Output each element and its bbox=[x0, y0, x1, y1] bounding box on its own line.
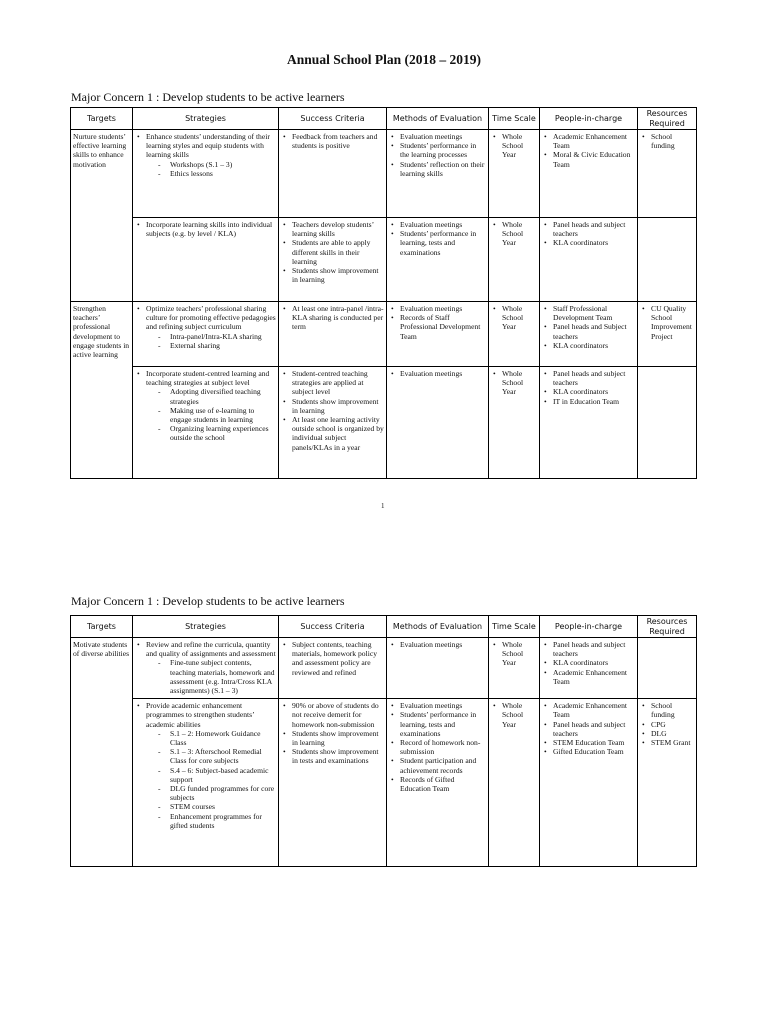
table-row bbox=[71, 218, 697, 302]
sub-strategy-item: - DLG funded programmes for core subjects bbox=[158, 784, 276, 802]
success-criteria-item: • Feedback from teachers and students is positive bbox=[281, 132, 384, 150]
evaluation-method-cell bbox=[387, 218, 489, 302]
strategies-list bbox=[135, 640, 276, 695]
header-success-criteria: Success Criteria bbox=[279, 616, 387, 638]
evaluation-method-cell bbox=[387, 130, 489, 218]
document-title: Annual School Plan (2018 – 2019) bbox=[287, 52, 481, 67]
school-plan-table bbox=[70, 107, 697, 479]
success-criteria-list bbox=[281, 640, 384, 677]
strategies-list bbox=[135, 220, 276, 238]
time-scale-list bbox=[491, 640, 537, 668]
sub-strategy-item: - S.1 – 2: Homework Guidance Class bbox=[158, 729, 276, 747]
success-criteria-item: • Students are able to apply different skills in their learning bbox=[281, 238, 384, 266]
header-people-in-charge: People-in-charge bbox=[540, 616, 638, 638]
sub-strategy-item: - Ethics lessons bbox=[158, 169, 276, 178]
resource-item: • DLG bbox=[640, 729, 694, 738]
person-in-charge-item: • Academic Enhancement Team bbox=[542, 701, 635, 719]
success-criteria-list bbox=[281, 369, 384, 452]
resource-list bbox=[640, 132, 694, 150]
header-success-criteria: Success Criteria bbox=[279, 108, 387, 130]
evaluation-method-item: • Students’ performance in learning, tests and examinations bbox=[389, 229, 486, 257]
person-in-charge-item: • Panel heads and subject teachers bbox=[542, 720, 635, 738]
table-row bbox=[71, 638, 697, 699]
success-criteria-item: • Students show improvement in learning bbox=[281, 266, 384, 284]
time-scale-cell bbox=[489, 218, 540, 302]
strategy-text: Review and refine the curricula, quantity and quality of assignments and assessment bbox=[146, 640, 276, 659]
strategies-cell bbox=[133, 638, 279, 699]
strategies-cell bbox=[133, 218, 279, 302]
success-criteria-item: • Teachers develop students’ learning skills bbox=[281, 220, 384, 238]
major-concern-heading: Major Concern 1 : Develop students to be active learners bbox=[71, 594, 345, 608]
evaluation-method-item: • Student participation and achievement records bbox=[389, 756, 486, 774]
person-in-charge-list bbox=[542, 132, 635, 169]
evaluation-method-list bbox=[389, 304, 486, 341]
time-scale-item: • Whole School Year bbox=[491, 640, 537, 668]
time-scale-list bbox=[491, 304, 537, 332]
strategy-item bbox=[135, 701, 276, 830]
resource-item: • CPG bbox=[640, 720, 694, 729]
time-scale-list bbox=[491, 369, 537, 397]
header-time-scale: Time Scale bbox=[489, 616, 540, 638]
success-criteria-item: • Student-centred teaching strategies are applied at subject level bbox=[281, 369, 384, 397]
success-criteria-item: • Students show improvement in tests and examinations bbox=[281, 747, 384, 765]
success-criteria-list bbox=[281, 304, 384, 332]
person-in-charge-list bbox=[542, 220, 635, 248]
person-in-charge-item: • Academic Enhancement Team bbox=[542, 668, 635, 686]
strategy-text: Provide academic enhancement programmes to strengthen students’ academic abilities bbox=[146, 701, 255, 729]
sub-strategy-list bbox=[146, 658, 276, 695]
resource-item: • CU Quality School Improvement Project bbox=[640, 304, 694, 341]
success-criteria-list bbox=[281, 132, 384, 150]
sub-strategy-item: - Enhancement programmes for gifted students bbox=[158, 812, 276, 830]
person-in-charge-cell bbox=[540, 699, 638, 867]
header-targets: Targets bbox=[71, 616, 133, 638]
person-in-charge-item: • Academic Enhancement Team bbox=[542, 132, 635, 150]
strategies-list bbox=[135, 304, 276, 350]
target-cell: Strengthen teachers’ professional development to engage students in active learning bbox=[71, 302, 133, 479]
sub-strategy-item: - External sharing bbox=[158, 341, 276, 350]
person-in-charge-item: • Panel heads and subject teachers bbox=[542, 220, 635, 238]
resource-cell bbox=[638, 302, 697, 367]
strategy-item bbox=[135, 220, 276, 238]
sub-strategy-item: - S.4 – 6: Subject-based academic support bbox=[158, 766, 276, 784]
person-in-charge-item: • Panel heads and subject teachers bbox=[542, 369, 635, 387]
evaluation-method-item: • Record of homework non-submission bbox=[389, 738, 486, 756]
evaluation-method-item: • Evaluation meetings bbox=[389, 369, 486, 378]
success-criteria-item: • Students show improvement in learning bbox=[281, 397, 384, 415]
success-criteria-cell bbox=[279, 699, 387, 867]
success-criteria-cell bbox=[279, 302, 387, 367]
major-concern-heading: Major Concern 1 : Develop students to be active learners bbox=[71, 90, 345, 104]
person-in-charge-item: • Moral & Civic Education Team bbox=[542, 150, 635, 168]
strategy-text: Incorporate learning skills into individual subjects (e.g. by level / KLA) bbox=[146, 220, 273, 239]
strategy-item bbox=[135, 304, 276, 350]
table-row bbox=[71, 699, 697, 867]
success-criteria-cell bbox=[279, 367, 387, 479]
sub-strategy-list bbox=[146, 729, 276, 830]
person-in-charge-list bbox=[542, 369, 635, 406]
evaluation-method-item: • Students’ performance in learning, tests and examinations bbox=[389, 710, 486, 738]
sub-strategy-item: - Intra-panel/Intra-KLA sharing bbox=[158, 332, 276, 341]
target-cell: Motivate students of diverse abilities bbox=[71, 638, 133, 867]
evaluation-method-list bbox=[389, 701, 486, 793]
success-criteria-item: • 90% or above of students do not receive demerit for homework non-submission bbox=[281, 701, 384, 729]
evaluation-method-item: • Evaluation meetings bbox=[389, 304, 486, 313]
strategies-list bbox=[135, 132, 276, 178]
header-strategies: Strategies bbox=[133, 108, 279, 130]
resource-cell bbox=[638, 367, 697, 479]
sub-strategy-item: - Workshops (S.1 – 3) bbox=[158, 160, 276, 169]
table-body bbox=[71, 638, 697, 867]
person-in-charge-item: • STEM Education Team bbox=[542, 738, 635, 747]
success-criteria-item: • Students show improvement in learning bbox=[281, 729, 384, 747]
strategy-item bbox=[135, 369, 276, 443]
sub-strategy-item: - Adopting diversified teaching strategies bbox=[158, 387, 276, 405]
evaluation-method-cell bbox=[387, 302, 489, 367]
table-row bbox=[71, 302, 697, 367]
evaluation-method-item: • Evaluation meetings bbox=[389, 640, 486, 649]
person-in-charge-item: • KLA coordinators bbox=[542, 658, 635, 667]
resource-cell bbox=[638, 218, 697, 302]
success-criteria-item: • At least one intra-panel /intra-KLA sharing is conducted per term bbox=[281, 304, 384, 332]
success-criteria-item: • At least one learning activity outside school is organized by individual subject panels/KLAs in a year bbox=[281, 415, 384, 452]
person-in-charge-cell bbox=[540, 218, 638, 302]
target-cell: Nurture students’ effective learning skills to enhance motivation bbox=[71, 130, 133, 302]
strategies-cell bbox=[133, 130, 279, 218]
strategy-item bbox=[135, 132, 276, 178]
person-in-charge-item: • Panel heads and Subject teachers bbox=[542, 322, 635, 340]
person-in-charge-cell bbox=[540, 638, 638, 699]
sub-strategy-item: - S.1 – 3: Afterschool Remedial Class for core subjects bbox=[158, 747, 276, 765]
strategy-item bbox=[135, 640, 276, 695]
time-scale-item: • Whole School Year bbox=[491, 132, 537, 160]
evaluation-method-cell bbox=[387, 638, 489, 699]
time-scale-cell bbox=[489, 367, 540, 479]
success-criteria-list bbox=[281, 220, 384, 284]
header-time-scale: Time Scale bbox=[489, 108, 540, 130]
time-scale-list bbox=[491, 132, 537, 160]
evaluation-method-item: • Records of Gifted Education Team bbox=[389, 775, 486, 793]
header-people-in-charge: People-in-charge bbox=[540, 108, 638, 130]
table-header bbox=[71, 616, 697, 638]
sub-strategy-item: - Fine-tune subject contents, teaching materials, homework and assessment (e.g. Intra/Cross KLA assignments) (S.1 – 3) bbox=[158, 658, 276, 695]
sub-strategy-item: - Making use of e-learning to engage students in learning bbox=[158, 406, 276, 424]
evaluation-method-list bbox=[389, 132, 486, 178]
resource-list bbox=[640, 701, 694, 747]
person-in-charge-item: • Staff Professional Development Team bbox=[542, 304, 635, 322]
header-resources-required: Resources Required bbox=[638, 616, 697, 638]
header-methods-of-evaluation: Methods of Evaluation bbox=[387, 616, 489, 638]
evaluation-method-cell bbox=[387, 367, 489, 479]
evaluation-method-list bbox=[389, 640, 486, 649]
person-in-charge-item: • Panel heads and subject teachers bbox=[542, 640, 635, 658]
person-in-charge-cell bbox=[540, 367, 638, 479]
header-methods-of-evaluation: Methods of Evaluation bbox=[387, 108, 489, 130]
strategies-cell bbox=[133, 302, 279, 367]
time-scale-list bbox=[491, 220, 537, 248]
evaluation-method-item: • Evaluation meetings bbox=[389, 220, 486, 229]
table-body bbox=[71, 130, 697, 479]
person-in-charge-list bbox=[542, 304, 635, 350]
time-scale-cell bbox=[489, 130, 540, 218]
strategy-text: Optimize teachers’ professional sharing culture for promoting effective pedagogies and refining subject curriculum bbox=[146, 304, 276, 332]
evaluation-method-item: • Records of Staff Professional Development Team bbox=[389, 313, 486, 341]
person-in-charge-item: • KLA coordinators bbox=[542, 238, 635, 247]
header-resources-required: Resources Required bbox=[638, 108, 697, 130]
evaluation-method-cell bbox=[387, 699, 489, 867]
time-scale-item: • Whole School Year bbox=[491, 369, 537, 397]
person-in-charge-cell bbox=[540, 130, 638, 218]
resource-item: • School funding bbox=[640, 132, 694, 150]
resource-item: • School funding bbox=[640, 701, 694, 719]
person-in-charge-item: • Gifted Education Team bbox=[542, 747, 635, 756]
person-in-charge-list bbox=[542, 701, 635, 756]
evaluation-method-item: • Evaluation meetings bbox=[389, 132, 486, 141]
header-targets: Targets bbox=[71, 108, 133, 130]
person-in-charge-cell bbox=[540, 302, 638, 367]
evaluation-method-list bbox=[389, 220, 486, 257]
person-in-charge-item: • KLA coordinators bbox=[542, 387, 635, 396]
resource-cell bbox=[638, 638, 697, 699]
strategies-list bbox=[135, 701, 276, 830]
strategies-list bbox=[135, 369, 276, 443]
header-row bbox=[71, 616, 697, 638]
resource-cell bbox=[638, 699, 697, 867]
page-number: 1 bbox=[381, 502, 385, 510]
success-criteria-cell bbox=[279, 218, 387, 302]
strategy-text: Incorporate student-centred learning and teaching strategies at subject level bbox=[146, 369, 270, 388]
person-in-charge-list bbox=[542, 640, 635, 686]
table-header bbox=[71, 108, 697, 130]
time-scale-item: • Whole School Year bbox=[491, 304, 537, 332]
success-criteria-item: • Subject contents, teaching materials, homework policy and assessment policy are reviewed and refined bbox=[281, 640, 384, 677]
sub-strategy-item: - STEM courses bbox=[158, 802, 276, 811]
school-plan-table bbox=[70, 615, 697, 867]
resource-item: • STEM Grant bbox=[640, 738, 694, 747]
resource-cell bbox=[638, 130, 697, 218]
evaluation-method-item: • Students’ reflection on their learning skills bbox=[389, 160, 486, 178]
time-scale-cell bbox=[489, 638, 540, 699]
sub-strategy-item: - Organizing learning experiences outside the school bbox=[158, 424, 276, 442]
time-scale-list bbox=[491, 701, 537, 729]
header-strategies: Strategies bbox=[133, 616, 279, 638]
sub-strategy-list bbox=[146, 332, 276, 350]
strategies-cell bbox=[133, 367, 279, 479]
header-row bbox=[71, 108, 697, 130]
resource-list bbox=[640, 304, 694, 341]
success-criteria-cell bbox=[279, 130, 387, 218]
success-criteria-list bbox=[281, 701, 384, 765]
time-scale-cell bbox=[489, 302, 540, 367]
evaluation-method-list bbox=[389, 369, 486, 378]
table-row bbox=[71, 130, 697, 218]
person-in-charge-item: • KLA coordinators bbox=[542, 341, 635, 350]
strategies-cell bbox=[133, 699, 279, 867]
evaluation-method-item: • Evaluation meetings bbox=[389, 701, 486, 710]
sub-strategy-list bbox=[146, 387, 276, 442]
time-scale-item: • Whole School Year bbox=[491, 220, 537, 248]
evaluation-method-item: • Students’ performance in the learning processes bbox=[389, 141, 486, 159]
sub-strategy-list bbox=[146, 160, 276, 178]
time-scale-item: • Whole School Year bbox=[491, 701, 537, 729]
person-in-charge-item: • IT in Education Team bbox=[542, 397, 635, 406]
strategy-text: Enhance students’ understanding of their learning styles and equip students with learning skills bbox=[146, 132, 270, 160]
time-scale-cell bbox=[489, 699, 540, 867]
table-row bbox=[71, 367, 697, 479]
success-criteria-cell bbox=[279, 638, 387, 699]
